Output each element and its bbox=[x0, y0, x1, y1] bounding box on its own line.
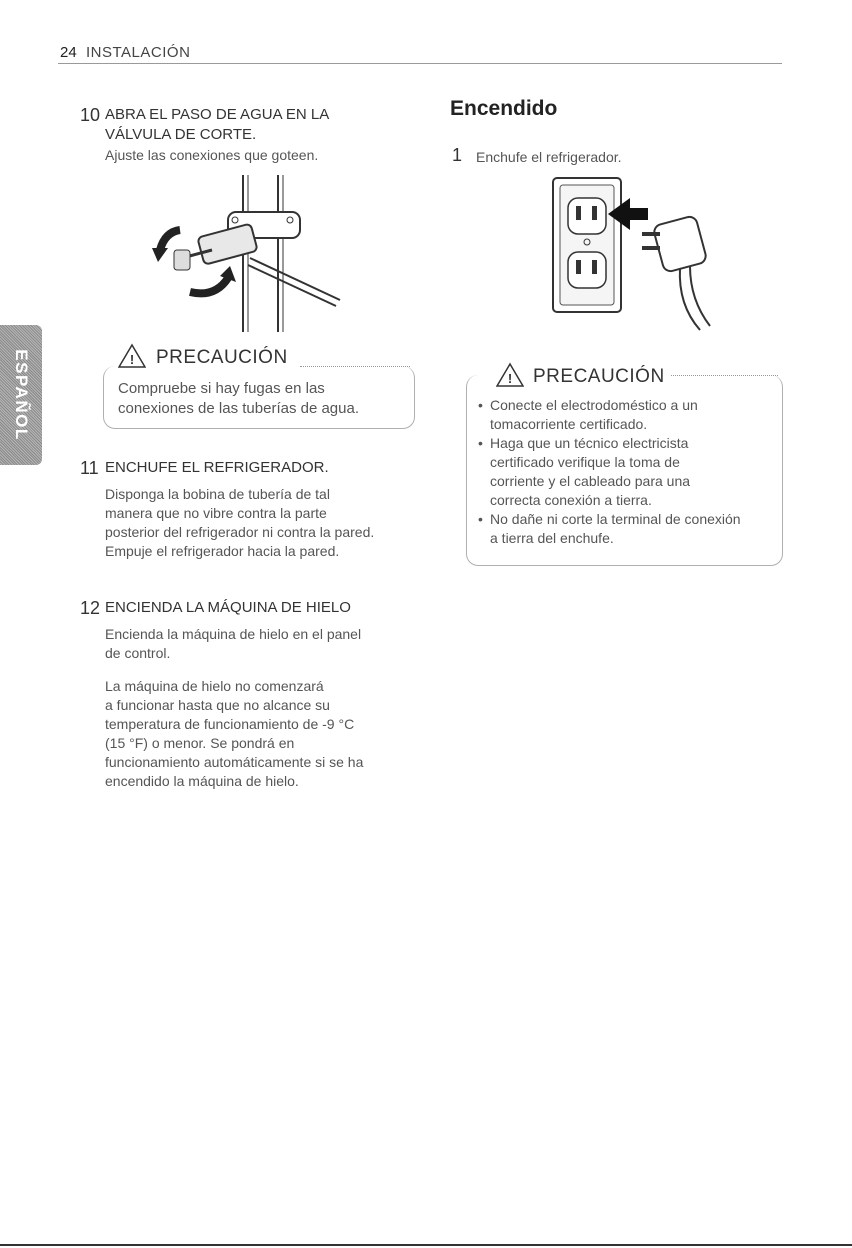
step-11-number: 11 bbox=[80, 458, 99, 478]
step-12-para2-line: encendido la máquina de hielo. bbox=[105, 773, 299, 789]
caution-2-bullet: • No dañe ni corte la terminal de conexión a tierra del enchufe. bbox=[476, 510, 781, 548]
caution-1-line2: conexiones de las tuberías de agua. bbox=[118, 400, 360, 417]
step-12-para2-line: (15 °F) o menor. Se pondrá en bbox=[105, 735, 295, 751]
step-12-para1-line: Encienda la máquina de hielo en el panel bbox=[105, 626, 362, 642]
svg-text:!: ! bbox=[507, 371, 513, 386]
footer-divider bbox=[0, 1244, 852, 1246]
step-10-heading-line1: ABRA EL PASO DE AGUA EN LA bbox=[105, 106, 330, 123]
step-11-line: posterior del refrigerador ni contra la pared. bbox=[105, 524, 375, 540]
step-10-number: 10 bbox=[80, 105, 101, 125]
svg-text:!: ! bbox=[129, 352, 135, 367]
valve-illustration-icon bbox=[140, 170, 360, 340]
step-11-line: Disponga la bobina de tubería de tal bbox=[105, 486, 330, 502]
section-title-encendido: Encendido bbox=[450, 97, 558, 120]
step-12-para2-line: La máquina de hielo no comenzará bbox=[105, 678, 324, 694]
step-10-heading-line2: VÁLVULA DE CORTE. bbox=[105, 126, 257, 143]
step-11-line: Empuje el refrigerador hacia la pared. bbox=[105, 543, 340, 559]
warning-triangle-icon bbox=[118, 343, 146, 369]
step-12-heading: ENCIENDA LA MÁQUINA DE HIELO bbox=[105, 599, 351, 616]
step-12-number: 12 bbox=[80, 598, 101, 618]
step-1-text: Enchufe el refrigerador. bbox=[476, 149, 622, 165]
step-12-para2-line: temperatura de funcionamiento de -9 °C bbox=[105, 716, 355, 732]
step-12-para2-line: funcionamiento automáticamente si se ha bbox=[105, 754, 364, 770]
language-tab-label: ESPAÑOL bbox=[12, 349, 31, 441]
caution-divider bbox=[300, 366, 410, 367]
header-divider bbox=[58, 63, 782, 64]
section-header: INSTALACIÓN bbox=[86, 44, 191, 61]
outlet-plug-illustration-icon bbox=[550, 170, 720, 340]
step-1-number: 1 bbox=[452, 145, 463, 165]
caution-2-bullet-list bbox=[476, 396, 781, 548]
caution-title-1: PRECAUCIÓN bbox=[150, 347, 294, 369]
step-11-line: manera que no vibre contra la parte bbox=[105, 505, 327, 521]
step-12-para2-line: a funcionar hasta que no alcance su bbox=[105, 697, 330, 713]
step-11-heading: ENCHUFE EL REFRIGERADOR. bbox=[105, 459, 329, 476]
caution-divider bbox=[668, 375, 778, 376]
caution-title-2: PRECAUCIÓN bbox=[527, 366, 671, 388]
caution-1-line1: Compruebe si hay fugas en las bbox=[118, 380, 325, 397]
step-10-body: Ajuste las conexiones que goteen. bbox=[105, 147, 319, 163]
warning-triangle-icon bbox=[496, 362, 524, 388]
caution-2-bullet: • Conecte el electrodoméstico a un tomacorriente certificado. bbox=[476, 396, 781, 434]
caution-2-bullet: • Haga que un técnico electricista certificado verifique la toma de corriente y el cableado para una correcta conexión a tierra. bbox=[476, 434, 781, 510]
page-number: 24 bbox=[60, 44, 77, 61]
step-12-para1-line: de control. bbox=[105, 645, 171, 661]
